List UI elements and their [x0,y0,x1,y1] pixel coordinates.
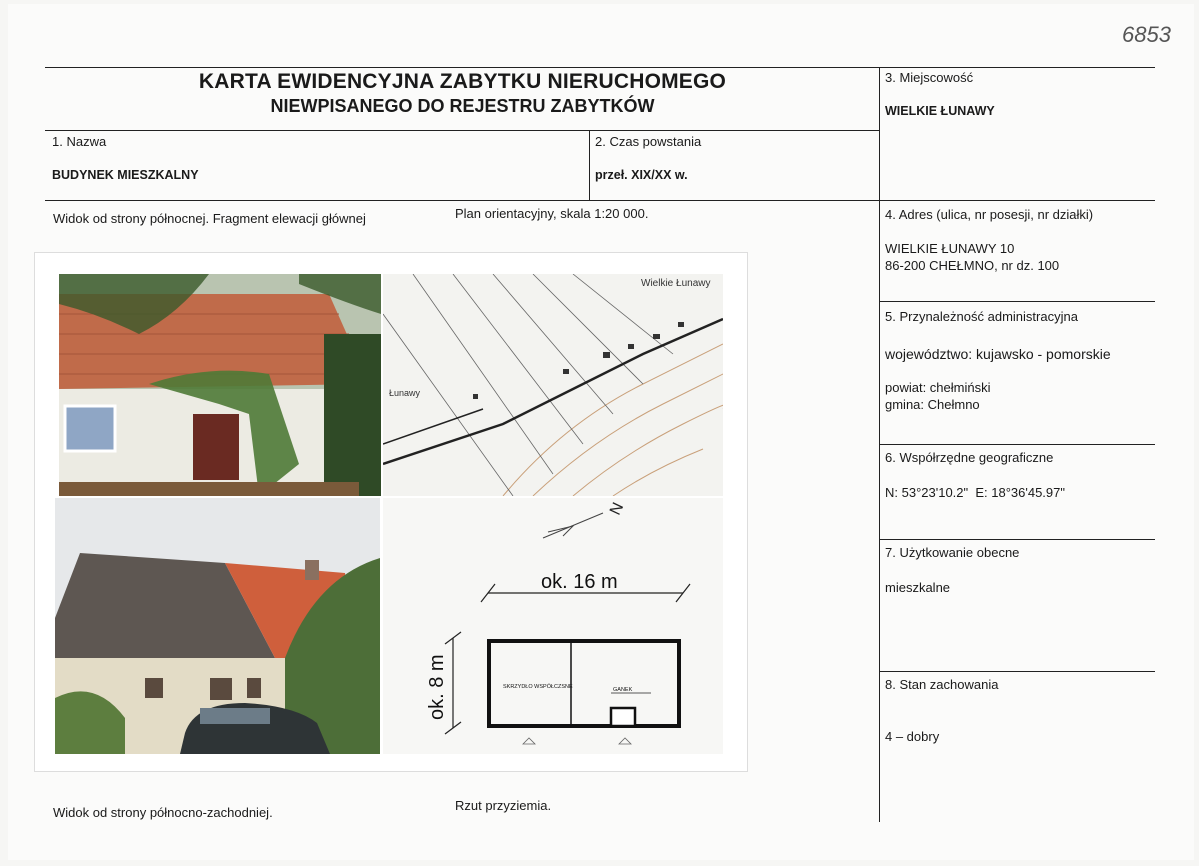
uzytkowanie-value: mieszkalne [885,580,951,595]
caption-bottom-left: Widok od strony północno-zachodniej. [53,805,273,820]
divider-7 [879,539,1155,540]
frame-line-fields [45,200,1155,201]
wspolrzedne-label: 6. Współrzędne geograficzne [885,450,1054,465]
orientation-map [383,274,723,496]
miejscowosc-value: WIELKIE ŁUNAWY [885,104,995,118]
adres-label: 4. Adres (ulica, nr posesji, nr działki) [885,207,1094,222]
inventory-number: 6853 [1122,22,1171,47]
frame-line-title [45,130,880,131]
frame-top-line [45,67,1155,68]
ground-floor-plan [383,498,723,754]
nazwa-label: 1. Nazwa [52,134,107,149]
map-place-label: Wielkie Łunawy [641,278,711,289]
wspolrzedne-value: N: 53°23'10.2" E: 18°36'45.97" [885,485,1065,500]
caption-top-right: Plan orientacyjny, skala 1:20 000. [455,206,649,221]
stan-value: 4 – dobry [885,729,940,744]
caption-top-left: Widok od strony północnej. Fragment elewacji głównej [53,211,366,226]
plan-width-label: ok. 16 m [541,571,618,593]
photo-panel [35,253,747,771]
divider-5 [879,301,1155,302]
stan-label: 8. Stan zachowania [885,677,999,692]
divider-6 [879,444,1155,445]
card-subtitle: NIEWPISANEGO DO REJESTRU ZABYTKÓW [270,96,655,116]
plan-room2-label: GANEK [613,687,633,693]
czas-label: 2. Czas powstania [595,134,702,149]
card-title: KARTA EWIDENCYJNA ZABYTKU NIERUCHOMEGO [198,70,727,93]
gmina-value: gmina: Chełmno [885,397,980,412]
plan-room1-label: SKRZYDŁO WSPÓŁCZSNE [503,684,573,690]
frame-vertical-fields [589,130,590,200]
caption-bottom-right: Rzut przyziemia. [455,798,552,813]
wojewodztwo-value: województwo: kujawsko - pomorskie [885,346,1111,362]
adres-line1: WIELKIE ŁUNAWY 10 [885,241,1015,256]
czas-value: przeł. XIX/XX w. [595,168,688,182]
nazwa-value: BUDYNEK MIESZKALNY [52,168,199,182]
photo-northwest-view [55,498,380,754]
divider-8 [879,671,1155,672]
powiat-value: powiat: chełmiński [885,380,991,395]
miejscowosc-label: 3. Miejscowość [885,70,974,85]
photo-north-facade [59,274,381,496]
przynaleznosc-label: 5. Przynależność administracyjna [885,309,1078,324]
adres-line2: 86-200 CHEŁMNO, nr dz. 100 [885,258,1060,273]
plan-height-label: ok. 8 m [426,654,448,720]
map-local-label: Łunawy [389,388,421,398]
north-arrow-label: N [606,500,628,518]
uzytkowanie-label: 7. Użytkowanie obecne [885,545,1020,560]
